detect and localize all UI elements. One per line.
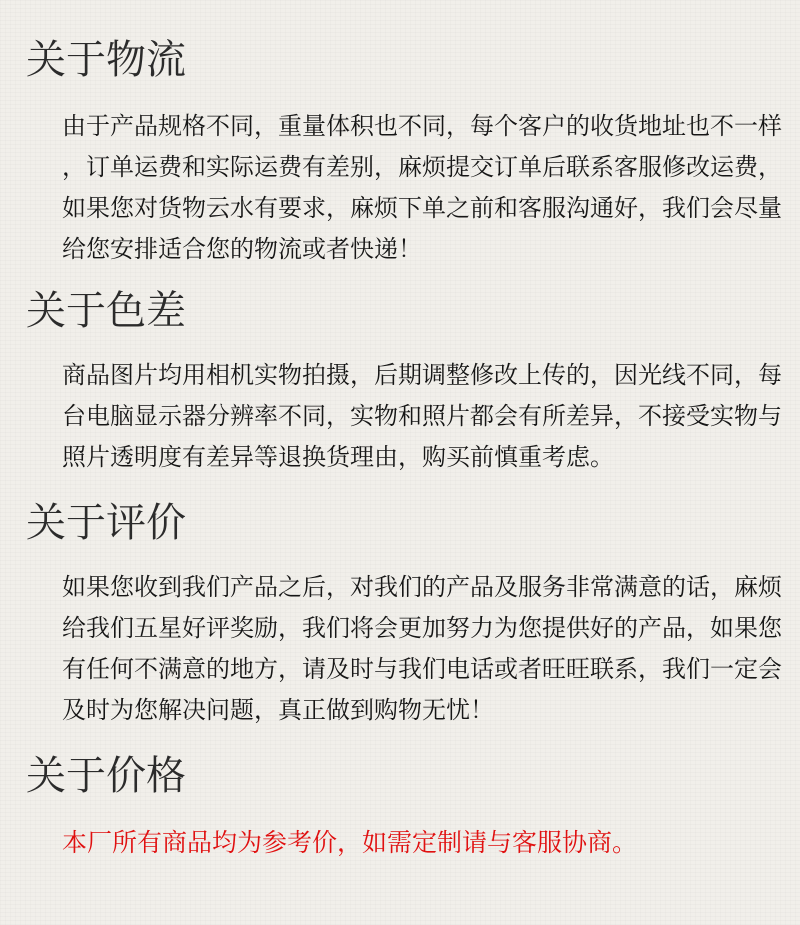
section-title: 关于色差 — [26, 288, 186, 334]
price-notice: 本厂所有商品均为参考价，如需定制请与客服协商。 — [62, 828, 638, 857]
section-title: 关于评价 — [26, 500, 186, 546]
section-title: 关于价格 — [26, 753, 186, 799]
section-title: 关于物流 — [26, 37, 186, 83]
section-body: 商品图片均用相机实物拍摄，后期调整修改上传的，因光线不同，每台电脑显示器分辨率不同，实物和照片都会有所差异，不接受实物与照片透明度有差异等退换货理由，购买前慎重考虑。 — [62, 361, 782, 471]
section-body: 如果您收到我们产品之后，对我们的产品及服务非常满意的话，麻烦给我们五星好评奖励，我们将会更加努力为您提供好的产品，如果您有任何不满意的地方，请及时与我们电话或者旺旺联系，我们一定会及时为您解决问题，真正做到购物无忧！ — [62, 573, 782, 724]
section-body: 由于产品规格不同，重量体积也不同，每个客户的收货地址也不一样，订单运费和实际运费有差别，麻烦提交订单后联系客服修改运费，如果您对货物云水有要求，麻烦下单之前和客服沟通好，我们会尽量给您安排适合您的物流或者快递！ — [62, 112, 782, 263]
